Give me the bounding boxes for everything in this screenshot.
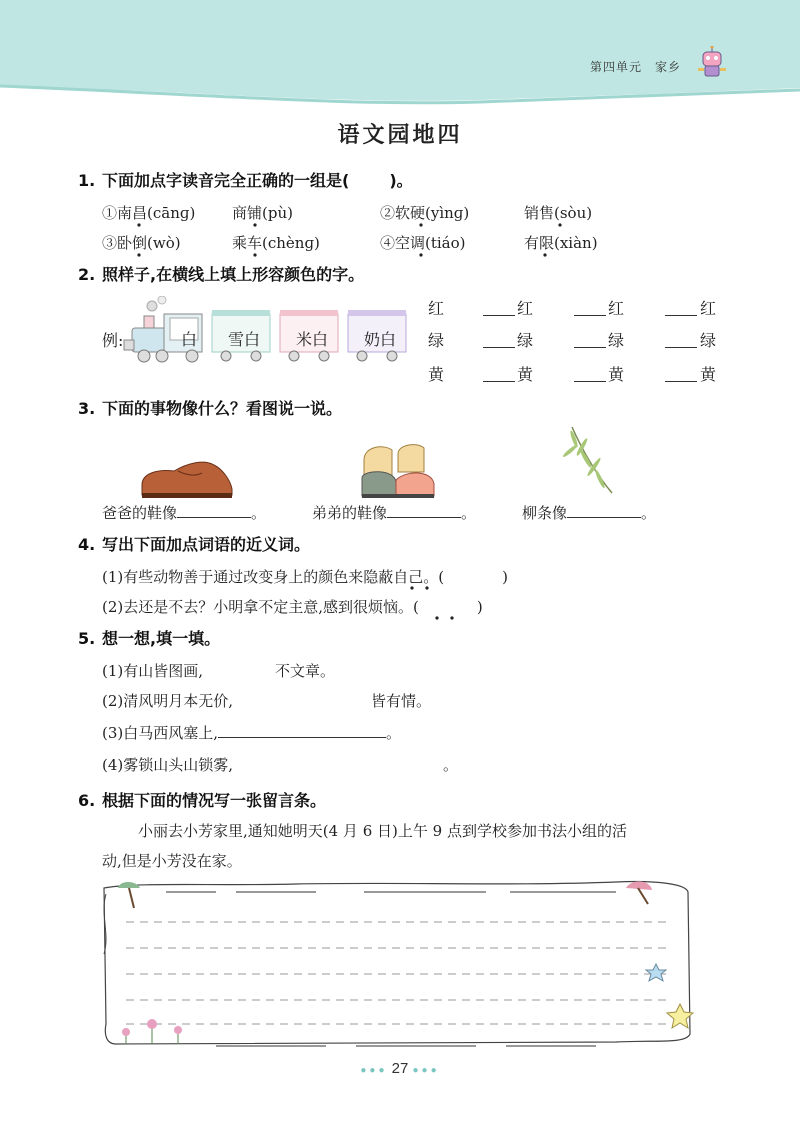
period: 。 bbox=[641, 504, 657, 522]
close-paren: ) bbox=[476, 598, 483, 616]
example-label: 例: bbox=[102, 331, 124, 350]
train-word-3: 米白 bbox=[296, 330, 329, 349]
period: 。 bbox=[386, 724, 402, 742]
question-prompt: 下面加点字读音完全正确的一组是( bbox=[102, 171, 350, 190]
poem-part: 不文章。 bbox=[275, 662, 336, 680]
train-word-2: 雪白 bbox=[228, 330, 261, 349]
message-note-paper bbox=[96, 874, 700, 1054]
question-number: 2. bbox=[78, 265, 96, 284]
fill-blank[interactable] bbox=[387, 503, 461, 518]
q1-option-2a: ②软硬(yìnɡ) bbox=[380, 204, 470, 222]
question-5 bbox=[78, 626, 220, 649]
fill-blank[interactable] bbox=[574, 381, 606, 382]
q3-item-label: 爸爸的鞋像 bbox=[102, 504, 178, 522]
q5-line-3 bbox=[102, 722, 401, 743]
poem-part: 皆有情。 bbox=[371, 692, 432, 710]
q1-option-2b: 销售(sòu) bbox=[524, 204, 593, 222]
q1-option-3a: ③卧倒(wò) bbox=[102, 234, 181, 252]
question-prompt: 下面的事物像什么？看图说一说。 bbox=[102, 399, 343, 418]
q1-option-4b: 有限(xiàn) bbox=[524, 234, 598, 252]
train-word-4: 奶白 bbox=[364, 330, 397, 349]
fill-blank[interactable] bbox=[665, 381, 697, 382]
page-number-text: 27 bbox=[391, 1060, 409, 1077]
color-word: 红 bbox=[517, 299, 534, 318]
fill-blank[interactable] bbox=[567, 503, 641, 518]
q5-line-2 bbox=[102, 690, 431, 711]
fill-blank[interactable] bbox=[483, 315, 515, 316]
question-prompt: 写出下面加点词语的近义词。 bbox=[102, 535, 311, 554]
question-2 bbox=[78, 262, 364, 285]
q6-paragraph-line-2: 动,但是小芳没在家。 bbox=[102, 852, 242, 870]
page-title: 语文园地四 bbox=[337, 122, 463, 148]
poem-part: (2)清风明月本无价, bbox=[102, 692, 234, 710]
q3-item-3 bbox=[522, 502, 656, 523]
question-number: 5. bbox=[78, 629, 96, 648]
q1-emphasis-dots bbox=[0, 0, 800, 260]
q3-item-1 bbox=[102, 502, 266, 523]
q5-line-4 bbox=[102, 754, 458, 775]
color-word: 绿 bbox=[428, 331, 445, 350]
q3-item-label: 弟弟的鞋像 bbox=[312, 504, 388, 522]
fill-blank[interactable] bbox=[483, 381, 515, 382]
q4-sentence: (2)去还是不去？小明拿不定主意,感到很烦恼。( bbox=[102, 598, 419, 616]
fill-blank[interactable] bbox=[665, 347, 697, 348]
question-prompt: 想一想,填一填。 bbox=[102, 629, 221, 648]
unit-label: 第四单元 家乡 bbox=[590, 60, 682, 74]
color-word: 红 bbox=[608, 299, 625, 318]
q3-item-label: 柳条像 bbox=[522, 504, 568, 522]
color-word: 绿 bbox=[517, 331, 534, 350]
color-word: 红 bbox=[700, 299, 717, 318]
q6-paragraph-line-1: 小丽去小芳家里,通知她明天(4 月 6 日)上午 9 点到学校参加书法小组的活 bbox=[138, 822, 627, 840]
q4-sentence: (1)有些动物善于通过改变身上的颜色来隐蔽自己。( bbox=[102, 568, 445, 586]
dad-shoe-image bbox=[138, 455, 238, 500]
question-number: 6. bbox=[78, 791, 96, 810]
period: 。 bbox=[461, 504, 477, 522]
brother-shoe-image bbox=[358, 440, 438, 502]
color-word: 红 bbox=[428, 299, 445, 318]
period: 。 bbox=[443, 756, 459, 774]
poem-part: (4)雾锁山头山锁雾, bbox=[102, 756, 234, 774]
poem-part: (3)白马西风塞上, bbox=[102, 724, 219, 742]
q5-line-1 bbox=[102, 660, 335, 681]
q1-option-3b: 乘车(chènɡ) bbox=[232, 234, 320, 252]
fill-blank[interactable] bbox=[177, 503, 251, 518]
fill-blank[interactable] bbox=[483, 347, 515, 348]
fill-blank[interactable] bbox=[574, 315, 606, 316]
fill-blank[interactable] bbox=[574, 347, 606, 348]
q1-option-1b: 商铺(pù) bbox=[232, 204, 293, 222]
color-word: 黄 bbox=[517, 365, 534, 384]
poem-part: (1)有山皆图画, bbox=[102, 662, 204, 680]
color-word: 黄 bbox=[428, 365, 445, 384]
question-prompt: 照样子,在横线上填上形容颜色的字。 bbox=[102, 265, 365, 284]
question-number: 4. bbox=[78, 535, 96, 554]
fill-blank[interactable] bbox=[218, 723, 386, 738]
q4-emphasis-dots bbox=[0, 580, 800, 620]
train-word-1: 白 bbox=[181, 330, 198, 349]
question-prompt: 根据下面的情况写一张留言条。 bbox=[102, 791, 327, 810]
question-3 bbox=[78, 396, 342, 419]
question-number: 1. bbox=[78, 171, 96, 190]
question-6 bbox=[78, 788, 326, 811]
color-word: 黄 bbox=[700, 365, 717, 384]
question-number: 3. bbox=[78, 399, 96, 418]
color-word: 黄 bbox=[608, 365, 625, 384]
period: 。 bbox=[251, 504, 267, 522]
color-word: 绿 bbox=[608, 331, 625, 350]
close-paren: ) bbox=[502, 568, 508, 586]
q1-option-1a: ①南昌(cānɡ) bbox=[102, 204, 196, 222]
page-number bbox=[0, 1060, 800, 1077]
dot-decoration-right: ●●● bbox=[412, 1065, 440, 1076]
q1-option-4a: ④空调(tiáo) bbox=[380, 234, 466, 252]
question-prompt-end: )。 bbox=[389, 171, 413, 190]
q3-item-2 bbox=[312, 502, 476, 523]
question-4 bbox=[78, 532, 310, 555]
color-word: 绿 bbox=[700, 331, 717, 350]
willow-branch-image bbox=[560, 425, 620, 497]
fill-blank[interactable] bbox=[665, 315, 697, 316]
dot-decoration-left: ●●● bbox=[360, 1065, 388, 1076]
